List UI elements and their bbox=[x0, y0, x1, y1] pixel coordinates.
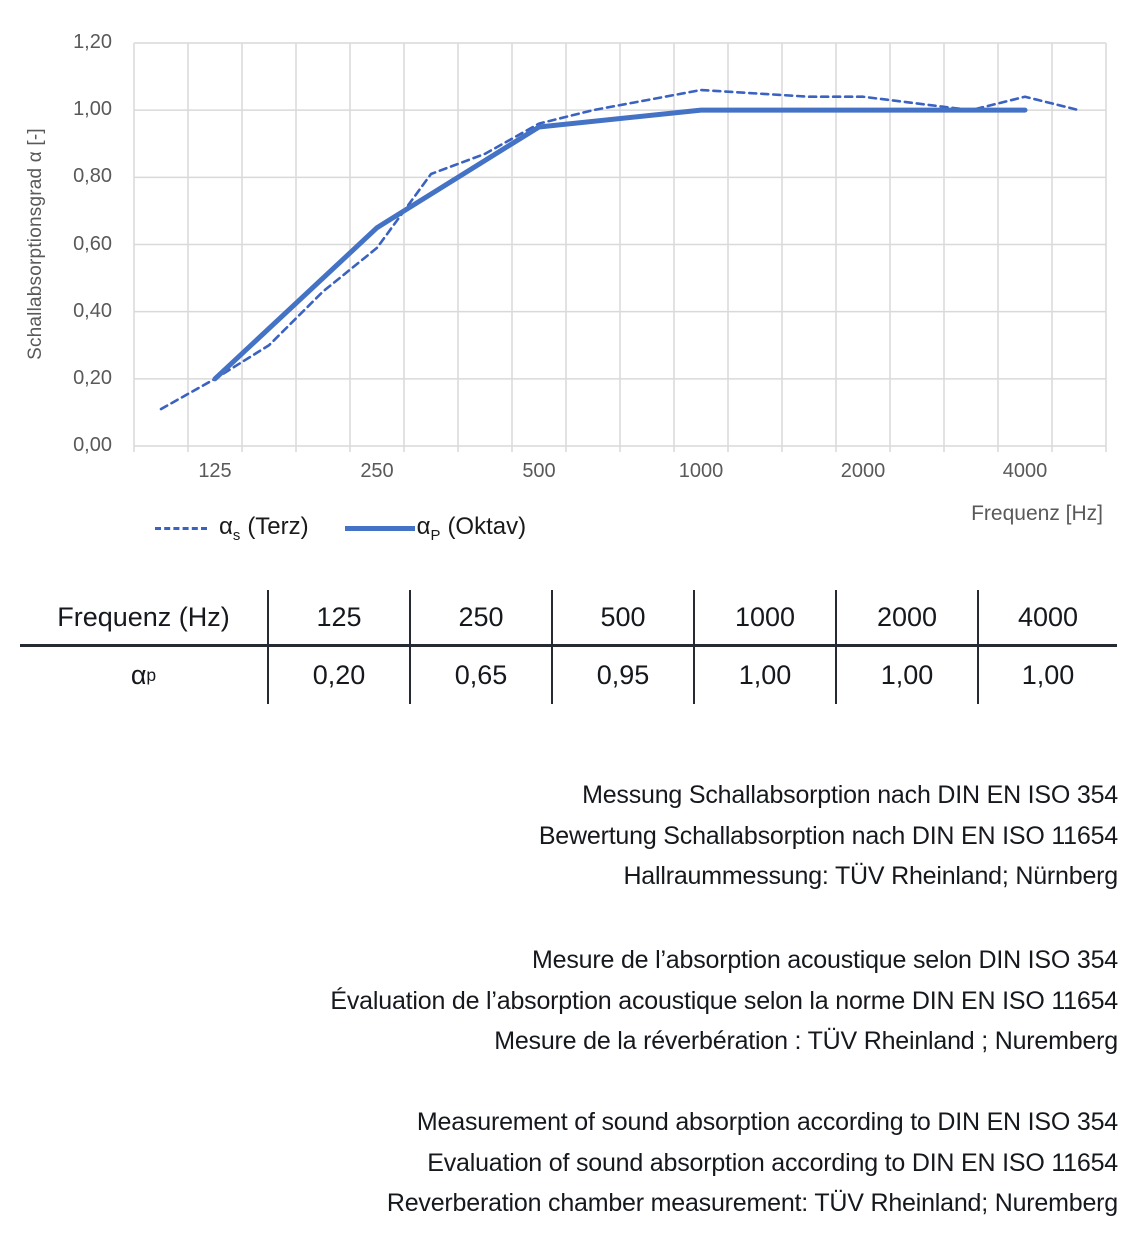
table-header-2000: 2000 bbox=[835, 590, 977, 647]
x-axis-title: Frequenz [Hz] bbox=[971, 502, 1103, 525]
y-tick-label: 0,00 bbox=[73, 434, 112, 456]
table-value-4000: 1,00 bbox=[977, 647, 1117, 704]
y-tick-label: 0,80 bbox=[73, 165, 112, 188]
note-english-line2: Evaluation of sound absorption according to DIN EN ISO 11654 bbox=[427, 1148, 1118, 1177]
note-german-line3: Hallraummessung: TÜV Rheinland; Nürnberg bbox=[623, 862, 1118, 890]
note-english bbox=[18, 1102, 1118, 1224]
note-german bbox=[18, 775, 1118, 897]
note-french-line2: Évaluation de l’absorption acoustique selon la norme DIN EN ISO 11654 bbox=[330, 986, 1118, 1015]
table-value-1000: 1,00 bbox=[693, 647, 835, 704]
alpha-sub-p: p bbox=[146, 665, 157, 685]
note-german-line2: Bewertung Schallabsorption nach DIN EN ISO 11654 bbox=[538, 821, 1118, 850]
table-value-250: 0,65 bbox=[409, 647, 551, 704]
legend-terz-symbol: α bbox=[219, 513, 233, 540]
table-value-500: 0,95 bbox=[551, 647, 693, 704]
x-tick-label: 125 bbox=[198, 460, 232, 482]
x-tick-label: 500 bbox=[522, 460, 556, 482]
note-english-line1: Measurement of sound absorption according to DIN EN ISO 354 bbox=[416, 1108, 1118, 1136]
x-tick-label: 4000 bbox=[1002, 460, 1048, 482]
legend-terz-text: (Terz) bbox=[247, 513, 309, 540]
legend-terz-line-sample bbox=[155, 527, 207, 530]
y-tick-label: 0,20 bbox=[73, 366, 112, 389]
legend-oktav-sub: P bbox=[430, 527, 441, 544]
note-french bbox=[18, 940, 1118, 1062]
legend-oktav-label bbox=[417, 513, 526, 544]
table-row-label-alpha-p bbox=[20, 647, 267, 704]
alpha-symbol: α bbox=[130, 660, 147, 690]
table-header-frequency: Frequenz (Hz) bbox=[20, 590, 267, 647]
legend-terz-label bbox=[219, 513, 309, 544]
chart-legend bbox=[155, 513, 526, 544]
note-german-line1: Messung Schallabsorption nach DIN EN ISO 354 bbox=[582, 781, 1118, 809]
y-tick-label: 1,20 bbox=[73, 31, 112, 53]
x-tick-label: 250 bbox=[360, 460, 394, 482]
table-value-125: 0,20 bbox=[267, 647, 409, 704]
note-english-line3: Reverberation chamber measurement: TÜV Rheinland; Nuremberg bbox=[386, 1189, 1118, 1217]
y-axis-title: Schallabsorptionsgrad α [-] bbox=[25, 128, 46, 360]
table-header-250: 250 bbox=[409, 590, 551, 647]
table-header-1000: 1000 bbox=[693, 590, 835, 647]
table-header-500: 500 bbox=[551, 590, 693, 647]
table-header-125: 125 bbox=[267, 590, 409, 647]
legend-terz-sub: s bbox=[232, 527, 241, 544]
x-tick-label: 2000 bbox=[840, 460, 886, 482]
legend-oktav-line-sample bbox=[345, 526, 415, 531]
table-value-2000: 1,00 bbox=[835, 647, 977, 704]
y-tick-label: 1,00 bbox=[73, 98, 112, 121]
table-header-4000: 4000 bbox=[977, 590, 1117, 647]
absorption-chart bbox=[0, 0, 1135, 560]
note-french-line3: Mesure de la réverbération : TÜV Rheinland ; Nuremberg bbox=[494, 1027, 1118, 1055]
x-tick-label: 1000 bbox=[678, 460, 724, 482]
y-tick-label: 0,40 bbox=[73, 299, 112, 322]
note-french-line1: Mesure de l’absorption acoustique selon DIN ISO 354 bbox=[532, 946, 1118, 974]
y-tick-label: 0,60 bbox=[73, 232, 112, 255]
legend-oktav-symbol: α bbox=[416, 513, 431, 540]
legend-oktav-text: (Oktav) bbox=[447, 513, 527, 540]
alpha-p-table bbox=[20, 590, 1117, 704]
